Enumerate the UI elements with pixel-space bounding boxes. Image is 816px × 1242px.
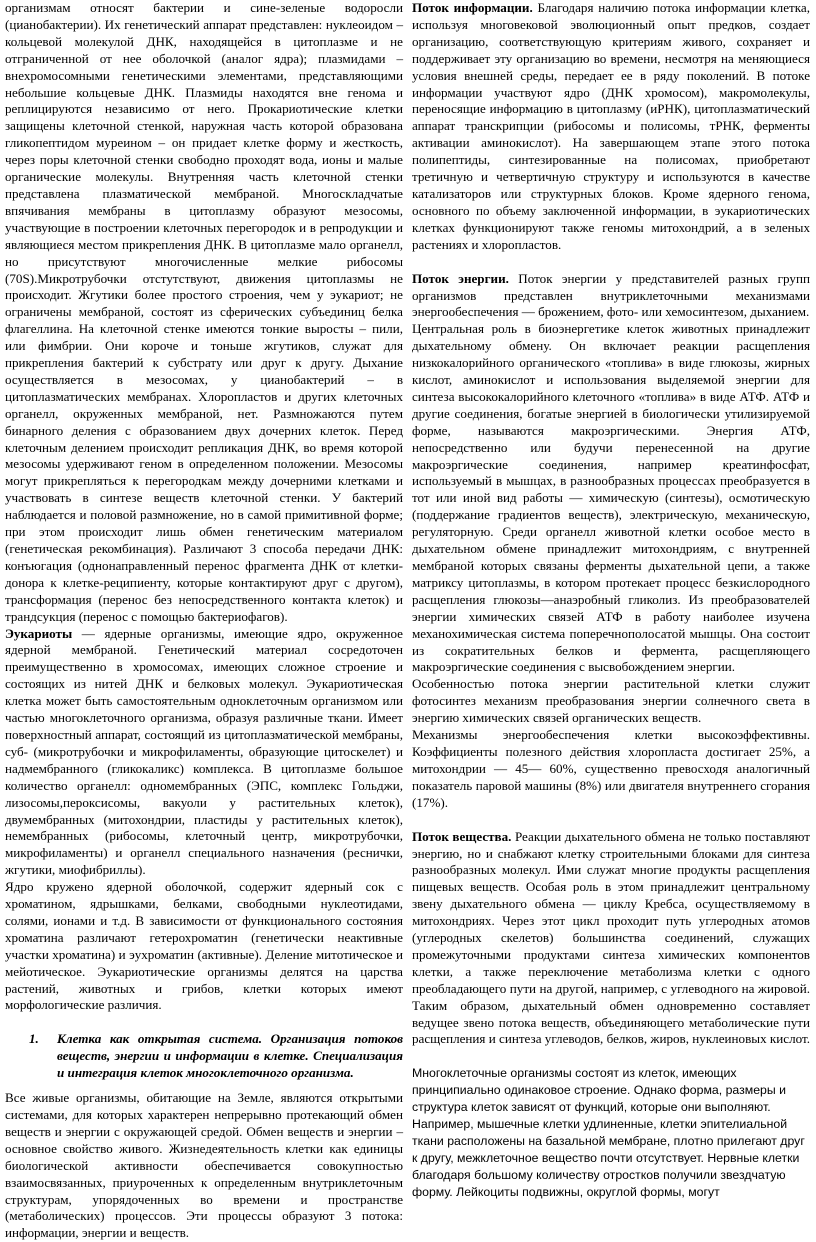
matter-flow-title: Поток вещества. — [412, 828, 512, 844]
right-column — [412, 0, 810, 1242]
multicellular-paragraph: Многоклеточные организмы состоят из клеток, имеющих принципиально одинаковое строение. Однако форма, размеры и структура клеток зависят от функций, которые они выполняют. Например, мышечные клетки удлиненные, клетки эпителиальной ткани расположены на базальной мембране, плотно прилегают друг к другу, межклеточное вещество почти отсутствует. Нервные клетки благодаря большому количеству отростков получили звездчатую форму. Лейкоциты подвижны, округлой формы, могут — [412, 1066, 805, 1200]
spacer — [5, 1082, 403, 1090]
matter-flow-text: Реакции дыхательного обмена не только поставляют энергию, но и снабжают клетку строительными блоками для синтеза разнообразных молекул. Ими служат многие продукты расщепления пищевых веществ. Особая роль в этом принадлежит центральному звену дыхательного обмена — циклу Кребса, осуществляемому в митохондриях. Через этот цикл проходит путь углеродных атомов (углеродных скелетов) большинства соединений, служащих промежуточными продуктами синтеза химических компонентов клетки, а также переключение метаболизма клетки с одного преобладающего пути на другой, например, с углеводного на жировой. Таким образом, дыхательный обмен одновременно составляет ведущее звено потока веществ, объединяющего метаболические пути расщепления и синтеза углеводов, белков, жиров, нуклеиновых кислот. — [412, 828, 810, 1047]
plant-energy-paragraph: Особенностью потока энергии растительной клетки служит фотосинтез механизм преобразования энергии солнечного света в энергию химических связей органических веществ. — [412, 676, 810, 726]
section-number: 1. — [29, 1031, 39, 1047]
spacer — [5, 1014, 403, 1031]
eukaryote-text: — ядерные организмы, имеющие ядро, окруженное ядерной мембраной. Генетический материал сосредоточен преимущественно в хромосомах, имеющих сложное строение и состоящих из нитей ДНК и белковых молекул. Эукариотическая клетка может быть самостоятельным одноклеточным организмом или частью многоклеточного организма, образуя различные ткани. Имеет поверхностный аппарат, состоящий из цитоплазматической мембраны, суб- (микротрубочки и микрофиламенты, образующие цитоскелет) и надмембранного (гликокаликс) комплекса. В цитоплазме большое количество органелл: одномембранных (ЭПС, комплекс Гольджи, лизосомы,пероксисомы, вакуоли у растительных клеток), двумембранных (митохондрии, пластиды у растительных клеток), немембранных (рибосомы, клеточный центр, микротрубочки, микрофиламенты) и органелл специального назначения (реснички, жгутики, миофибриллы). — [5, 625, 403, 878]
energy-flow-paragraph — [412, 271, 810, 322]
info-flow-paragraph — [412, 0, 810, 254]
eukaryote-paragraph — [5, 626, 403, 880]
section-heading — [5, 1031, 403, 1082]
spacer — [412, 254, 810, 271]
prokaryote-paragraph: организмам относят бактерии и сине-зеленые водоросли (цианобактерии). Их генетический аппарат представлен: нуклеоидом – кольцевой молекулой ДНК, находящейся в цитоплазме и не отграниченной от нее оболочкой (аналог ядра); плазмидами – внехромосомными генетическими элементами, представляющими небольшие кольцевые ДНК. Плазмиды находятся вне генома и реплицируются независимо от него. Прокариотические клетки защищены клеточной стенкой, наружная часть которой образована гликопептидом муреином – он придает клетке форму и жесткость, через поры клеточной стенки свободно проходят вода, ионы и малые органические молекулы. Внутренняя часть клеточной стенки представлена плазматической мембраной. Многоскладчатые впячивания мембраны в цитоплазму образуют мезосомы, участвующие в построении клеточных перегородок и в репродукции и являющиеся местом прикрепления ДНК. В цитоплазме мало органелл, но присутствуют многочисленные мелкие рибосомы (70S).Микротрубочки отстутствуют, движения цитоплазмы не происходит. Жгутики более простого строения, чем у эукариот; не ограничены мембраной, состоят из сферических субъединиц белка флагеллина. На клеточной стенке имеются тонкие выросты – пили, или фимбрии. Они короче и тоньше жгутиков, служат для прикрепления бактерий к субстрату или друг к другу. Дыхание осуществляется в мезосомах, у цианобактерий – в цитоплазматических мембранах. Хлоропластов и других клеточных органелл, окруженных мембраной, нет. Размножаются путем бинарного деления с образованием двух дочерних клеток. Перед клеточным делением происходит репликация ДНК, во время которой мезосомы удерживают геном в определенном положении. Мезосомы могут прикрепляться к перегородкам между дочерними клетками и участвовать в синтезе веществ клеточной стенки. У бактерий наблюдается и половой размножение, но в самой примитивной форме; при этом происходит лишь обмен генетическим материалом (генетическая рекомбинация). Различают 3 способа передачи ДНК: конъюгация (однонаправленный перенос фрагмента ДНК от клетки-донора к клетке-реципиенту, которые контактируют друг с другом), трансформация (перенос без непосредственного контакта клеток) и трандсукция (перенос с помощью бактериофагов). — [5, 0, 403, 624]
nucleus-paragraph: Ядро кружено ядерной оболочкой, содержит ядерный сок с хроматином, ядрышками, белками, свободными нуклеотидами, солями, ионами и т.д. В зависимости от функционального состояния хроматина различают гетерохроматин (генетически неактивные участки хроматина) и эухроматин (активные). Деление митотическое и мейотическое. Эукариотические организмы делятся на царства растений, животных и грибов, клетки которых имеют морфологические различия. — [5, 879, 403, 1013]
energy-flow-title: Поток энергии. — [412, 270, 509, 286]
info-flow-title: Поток информации. — [412, 0, 533, 15]
energy-flow-text: Поток энергии у представителей разных групп организмов представлен внутриклеточными механизмами энергообеспечения — брожением, фото- или хемосинтезом, дыханием. — [412, 270, 810, 320]
bioenergetics-paragraph: Центральная роль в биоэнергетике клеток животных принадлежит дыхательному обмену. Он включает реакции расщепления низкокалорийного органического «топлива» в виде глюкозы, жирных кислот, аминокислот и использования выделяемой энергии для синтеза высококалорийного клеточного «топлива» в виде АТФ. АТФ и другие соединения, богатые энергией в биологически утилизируемой форме, называются макроэргическими. Энергия АТФ, непосредственно или будучи перенесенной на другие макроэргические соединения, например креатинфосфат, используемый в мышцах, в разнообразных процессах преобразуется в тот или иной вид работы — химическую (синтезы), осмотическую (поддержание градиентов веществ), электрическую, механическую, регуляторную. Среди органелл животной клетки особое место в дыхательном обмене принадлежит митохондриям, с внутренней мембраной которых связаны ферменты дыхательной цепи, а также матриксу цитоплазмы, в котором протекает процесс безкислородного расщепления глюкозы—анаэробный гликолиз. Из преобразователей энергии химических связей АТФ в работу наиболее изучена механохимическая система поперечнополосатой мышцы. Она состоит из сократительных белков и фермента, расщепляющего макроэргические соединения с высвобождением энергии. — [412, 321, 810, 675]
section-heading-text: Клетка как открытая система. Организация потоков веществ, энергии и информации в клетке. Специализация и интеграция клеток многоклеточного организма. — [57, 1031, 403, 1081]
matter-flow-paragraph — [412, 829, 810, 1049]
left-column — [5, 0, 403, 1242]
spacer — [412, 812, 810, 829]
info-flow-text: Благодаря наличию потока информации клетка, используя многовековой эволюционный опыт предков, создает организацию, соответствующую критериям живого, сохраняет и поддерживает эту организацию во времени, несмотря на меняющиеся условия внешней среды, передает ее в ряду поколений. В потоке информации участвуют ядро (ДНК хромосом), макромолекулы, переносящие информацию в цитоплазму (иРНК), цитоплазматический аппарат транскрипции (рибосомы и полисомы, тРНК, ферменты активации аминокислот). На завершающем этапе этого потока полипептиды, синтезированные на полисомах, приобретают третичную и четвертичную структуру и используются в качестве катализаторов или структурных блоков. Кроме ядерного генома, основного по объему заключенной информации, в эукариотических клетках функционируют также геномы митохондрий, а в зеленых растениях и хлоропластов. — [412, 0, 810, 252]
efficiency-paragraph: Механизмы энергообеспечения клетки высокоэффективны. Коэффициенты полезного действия хлоропласта достигает 25%, а митохондрии — 45— 60%, существенно превосходя аналогичный показатель паровой машины (8%) или двигателя внутреннего сгорания (17%). — [412, 727, 810, 810]
spacer — [412, 1048, 810, 1065]
open-system-paragraph: Все живые организмы, обитающие на Земле, являются открытыми системами, для которых характерен непрерывно протекающий обмен веществ и энергии с окружающей средой. Обмен веществ и энергии – основное свойство живого. Жизнедеятельность клетки как единицы биологической активности обеспечивается совокупностью взаимосвязанных, приуроченных к определенным внутриклеточным структурам, упорядоченных во времени и пространстве (метаболических) процессов. Эти процессы образуют 3 потока: информации, энергии и веществ. — [5, 1090, 403, 1241]
eukaryote-term: Эукариоты — [5, 625, 73, 641]
